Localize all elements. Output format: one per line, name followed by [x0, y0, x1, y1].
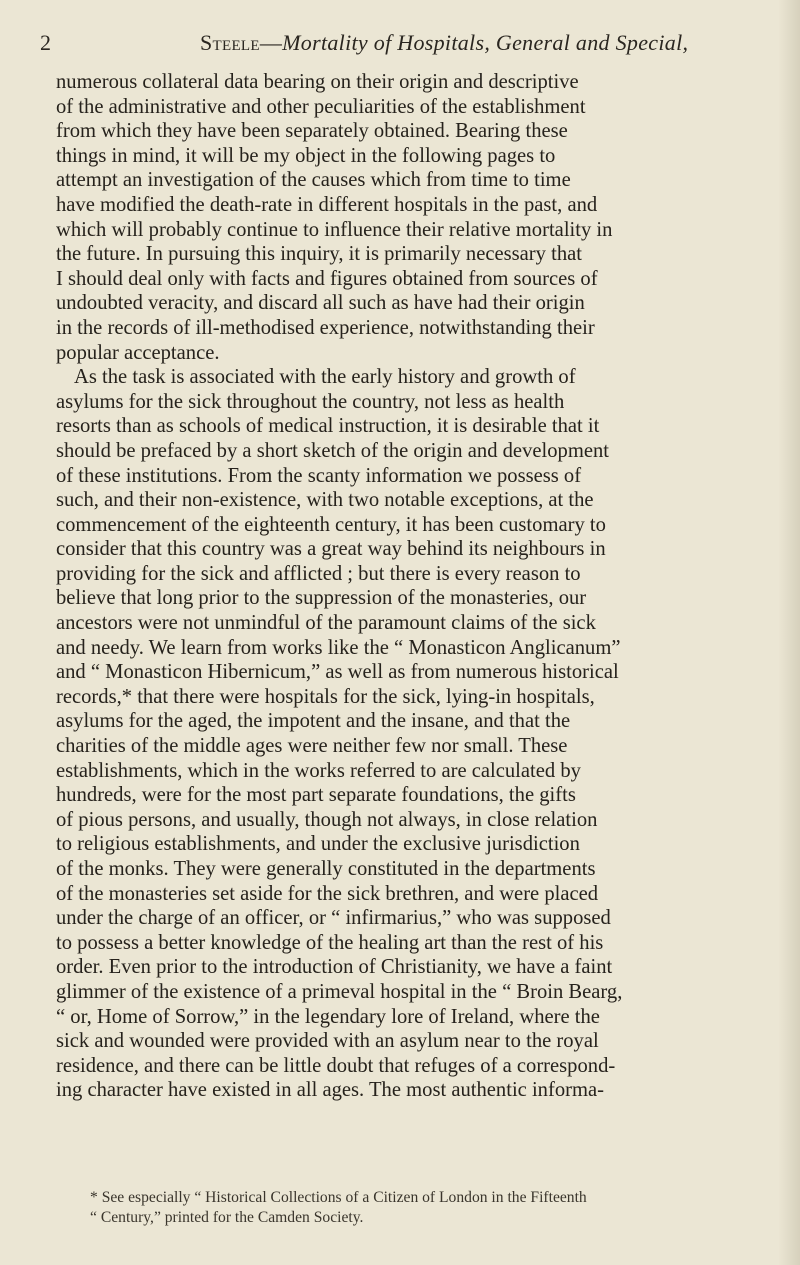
text-line: such, and their non-existence, with two notable exceptions, at the [56, 489, 594, 512]
text-line: asylums for the aged, the impotent and the insane, and that the [56, 710, 571, 733]
page-edge-shadow [778, 0, 800, 1265]
text-line: which will probably continue to influence their relative mortality in [56, 218, 613, 241]
text-line: to possess a better knowledge of the healing art than the rest of his [56, 931, 604, 954]
footnote-line: “ Century,” printed for the Camden Society. [90, 1209, 364, 1226]
text-line: resorts than as schools of medical instruction, it is desirable that it [56, 415, 600, 438]
text-line: establishments, which in the works referred to are calculated by [56, 759, 581, 782]
text-line: from which they have been separately obtained. Bearing these [56, 120, 568, 143]
text-line: in the records of ill-methodised experience, notwithstanding their [56, 316, 595, 339]
footnote-line: * See especially “ Historical Collections of a Citizen of London in the Fifteenth [90, 1189, 587, 1206]
page-number: 2 [40, 30, 51, 55]
text-line: should be prefaced by a short sketch of the origin and development [56, 439, 610, 462]
text-line: numerous collateral data bearing on their origin and descriptive [56, 71, 579, 93]
text-line: of these institutions. From the scanty information we possess of [56, 464, 582, 487]
text-line: providing for the sick and afflicted ; but there is every reason to [56, 562, 581, 585]
body-text [56, 70, 776, 1103]
text-line: ing character have existed in all ages. The most authentic informa- [56, 1079, 605, 1102]
text-line: of the administrative and other peculiarities of the establishment [56, 95, 586, 118]
text-line: I should deal only with facts and figures obtained from sources of [56, 267, 598, 290]
author-name: Steele [200, 30, 260, 55]
text-line: order. Even prior to the introduction of Christianity, we have a faint [56, 956, 613, 979]
text-line: believe that long prior to the suppression of the monasteries, our [56, 587, 587, 610]
text-line: residence, and there can be little doubt that refuges of a correspond- [56, 1054, 616, 1077]
text-line: “ or, Home of Sorrow,” in the legendary lore of Ireland, where the [56, 1005, 600, 1028]
text-line: have modified the death-rate in different hospitals in the past, and [56, 193, 598, 216]
text-line: of the monasteries set aside for the sick brethren, and were placed [56, 882, 599, 905]
text-line: asylums for the sick throughout the country, not less as health [56, 390, 565, 413]
text-line: the future. In pursuing this inquiry, it is primarily necessary that [56, 243, 582, 266]
text-line: and needy. We learn from works like the “ Monasticon Anglicanum” [56, 636, 621, 659]
text-line: hundreds, were for the most part separate foundations, the gifts [56, 784, 576, 807]
title-dash: — [259, 30, 283, 55]
text-line: under the charge of an officer, or “ infirmarius,” who was supposed [56, 907, 611, 930]
text-line: attempt an investigation of the causes which from time to time [56, 169, 571, 192]
text-line: of pious persons, and usually, though not always, in close relation [56, 808, 598, 831]
text-line: popular acceptance. [56, 341, 220, 364]
text-line: undoubted veracity, and discard all such as have had their origin [56, 292, 585, 315]
text-line: sick and wounded were provided with an asylum near to the royal [56, 1030, 599, 1053]
text-line: to religious establishments, and under the exclusive jurisdiction [56, 833, 580, 856]
text-line: and “ Monasticon Hibernicum,” as well as from numerous historical [56, 661, 619, 684]
text-line: charities of the middle ages were neither few nor small. These [56, 735, 568, 758]
text-line: ancestors were not unmindful of the paramount claims of the sick [56, 612, 596, 635]
paragraph-start-line: As the task is associated with the early history and growth of [74, 366, 576, 389]
text-line: glimmer of the existence of a primeval hospital in the “ Broin Bearg, [56, 980, 623, 1003]
running-title [200, 30, 688, 56]
running-head [0, 26, 800, 62]
text-line: things in mind, it will be my object in the following pages to [56, 144, 556, 167]
text-line: of the monks. They were generally constituted in the departments [56, 858, 596, 880]
text-line: consider that this country was a great way behind its neighbours in [56, 538, 606, 561]
text-line: records,* that there were hospitals for the sick, lying-in hospitals, [56, 685, 595, 708]
footnote [90, 1188, 780, 1228]
title-text: Mortality of Hospitals, General and Special, [282, 30, 689, 55]
text-line: commencement of the eighteenth century, it has been customary to [56, 513, 606, 536]
